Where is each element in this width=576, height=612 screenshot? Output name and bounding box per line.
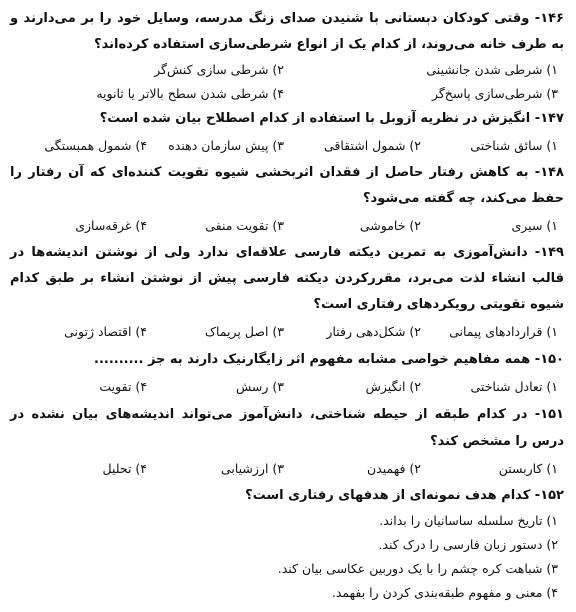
question-148 [10, 160, 564, 240]
options-row [10, 318, 564, 346]
option-4: ۴) غرقه‌سازی [75, 218, 147, 233]
option-3: ۳) ارزشیابی [220, 461, 284, 476]
question-stem: ۱۴۸- به کاهش رفتار حاصل از فقدان اثربخشی شیوه تقویت کننده‌ای که آن رفتار را حفظ می‌کند، چه گفته می‌شود؟ [10, 165, 564, 206]
options-list [10, 509, 564, 605]
option-4: ۴) تحلیل [102, 461, 147, 476]
option-2: ۲) انگیزش [365, 379, 421, 394]
option-2: ۲) دستور زبان فارسی را درک کند. [378, 537, 558, 552]
option-3: ۳) اصل پریماک [204, 324, 284, 339]
option-4: ۴) معنی و مفهوم طبقه‌بندی کردن را بفهمد. [331, 585, 558, 600]
option-1: ۱) سیری [511, 218, 558, 233]
options-row [10, 455, 564, 483]
question-152 [10, 483, 564, 605]
option-3: ۳) شباهت کره چشم را با یک دوربین عکاسی بیان کند. [277, 561, 558, 576]
question-stem: ۱۵۰- همه مفاهیم خواصی مشابه مفهوم اثر زایگارنیک دارند به جز .......... [94, 352, 564, 367]
question-149 [10, 240, 564, 346]
option-1: ۱) تعادل شناختی [470, 379, 558, 394]
question-147 [10, 106, 564, 160]
option-3: ۳) تقویت منفی [205, 218, 284, 233]
option-2: ۲) خاموشی [359, 218, 421, 233]
option-4: ۴) شمول همبستگی [44, 138, 147, 153]
options-row [10, 132, 564, 160]
option-1: ۱) شرطی شدن جانشینی [426, 62, 558, 77]
option-2: ۲) شمول اشتقاقی [323, 138, 421, 153]
option-4: ۴) شرطی شدن سطح بالاتر یا ثانویه [96, 86, 284, 101]
question-150 [10, 346, 564, 401]
option-1: ۱) قراردادهای پیمانی [449, 324, 558, 339]
question-stem: ۱۴۹- دانش‌آموزی به تمرین دیکته فارسی علاقه‌ای ندارد ولی از نوشتن اندیشه‌ها در قالب انشاء لذت می‌برد، مقررکردن دیکته فارسی پیش از نوشتن انشاء بر طبق کدام شیوه تقویتی رویکردهای رفتاری است؟ [10, 245, 564, 312]
option-1: ۱) کاربستن [498, 461, 558, 476]
options-row [10, 373, 564, 401]
option-2: ۲) شکل‌دهی رفتار [326, 324, 421, 339]
question-stem: ۱۵۲- کدام هدف نمونه‌ای از هدفهای رفتاری است؟ [245, 488, 564, 503]
question-151 [10, 401, 564, 483]
option-4: ۴) تقویت [99, 379, 147, 394]
options-grid [10, 58, 564, 106]
option-3: ۳) رسش [235, 379, 284, 394]
options-row [10, 212, 564, 240]
option-3: ۳) پیش سازمان دهنده [168, 138, 284, 153]
question-stem: ۱۵۱- در کدام طبقه از حیطه شناختی، دانش‌آموز می‌تواند اندیشه‌های بیان نشده در درس را مشخص کند؟ [10, 407, 564, 449]
option-1: ۱) سائق شناختی [470, 138, 558, 153]
option-2: ۲) شرطی سازی کنش‌گر [154, 62, 284, 77]
option-1: ۱) تاریخ سلسله ساسانیان را بداند. [379, 513, 558, 528]
question-146 [10, 6, 564, 106]
option-3: ۳) شرطی‌سازی پاسخ‌گر [431, 86, 558, 101]
question-stem: ۱۴۷- انگیزش در نظریه آزوبل با استفاده از کدام اصطلاح بیان شده است؟ [99, 111, 564, 126]
question-stem: ۱۴۶- وقتی کودکان دبستانی با شنیدن صدای زنگ مدرسه، وسایل خود را بر می‌دارند و به طرف خانه می‌روند، از کدام یک از انواع شرطی‌سازی استفاده کرده‌اند؟ [10, 11, 564, 52]
option-2: ۲) فهمیدن [366, 461, 421, 476]
option-4: ۴) اقتصاد ژتونی [64, 324, 147, 339]
